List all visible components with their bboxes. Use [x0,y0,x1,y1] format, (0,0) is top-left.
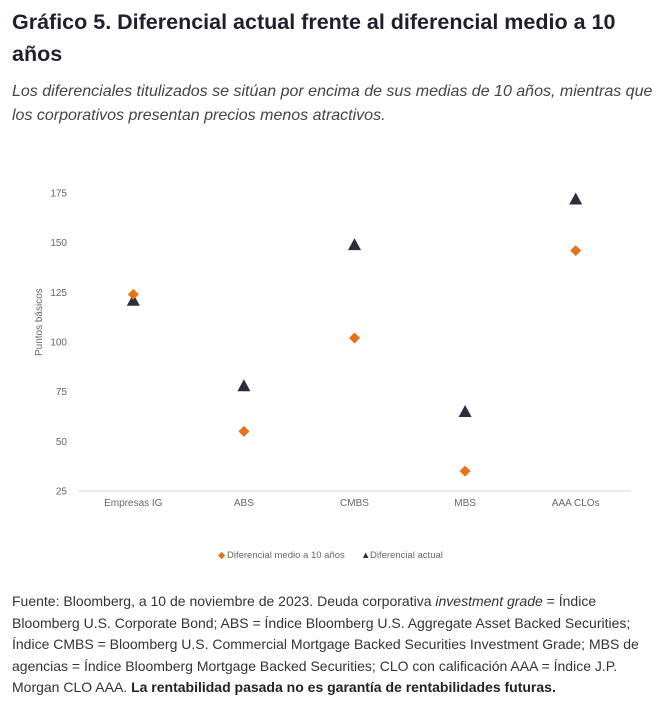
y-tick-label: 50 [55,436,67,448]
legend-label-average: Diferencial medio a 10 años [227,550,345,561]
y-tick-label: 75 [55,387,67,399]
diamond-point [128,289,139,300]
y-axis-label: Puntos básicos [34,288,45,357]
chart-subtitle: Los diferenciales titulizados se sitúan por encima de sus medias de 10 años, mientras que los corporativos presentan precios menos atractivos. [12,83,653,124]
y-tick-label: 125 [50,287,67,299]
diamond-point [570,245,581,256]
legend-label-current: Diferencial actual [370,550,443,561]
footnote-text-2: = Índice Bloomberg U.S. Corporate Bond; ABS = Índice Bloomberg U.S. Aggregate Asset Backed Securities; Índice CMBS = Bloomberg U.S. Commercial Mortgage Backed Securities Investment Grade; MBS de agencias = Índice Bloomberg Mortgage Backed Securities; CLO con calificación AAA = Índice J.P. Morgan CLO AAA. [12,593,639,695]
diamond-point [238,426,249,437]
scatter-chart [0,170,666,580]
y-tick-label: 150 [50,238,67,250]
diamond-point [349,333,360,344]
triangle-point [459,405,472,417]
y-tick-label: 100 [50,337,67,349]
diamond-point [460,466,471,477]
x-tick-label: MBS [454,498,476,509]
legend-diamond-icon: ◆ [218,550,226,561]
chart-title: Gráfico 5. Diferencial actual frente al diferencial medio a 10 años [12,10,616,66]
x-tick-label: Empresas IG [104,498,163,509]
legend-triangle-icon: ▲ [361,550,371,561]
triangle-point [348,238,361,250]
x-tick-label: ABS [233,498,254,509]
x-tick-label: AAA CLOs [551,498,600,509]
y-tick-label: 175 [50,188,67,200]
footnote-disclaimer: La rentabilidad pasada no es garantía de rentabilidades futuras. [131,679,556,695]
footnote-text: Fuente: Bloomberg, a 10 de noviembre de 2023. Deuda corporativa [12,593,436,609]
footnote-italic: investment grade [435,593,543,609]
x-tick-label: CMBS [340,498,369,509]
footnote [12,591,652,699]
y-tick-label: 25 [55,486,67,498]
triangle-point [569,192,582,204]
triangle-point [237,379,250,391]
